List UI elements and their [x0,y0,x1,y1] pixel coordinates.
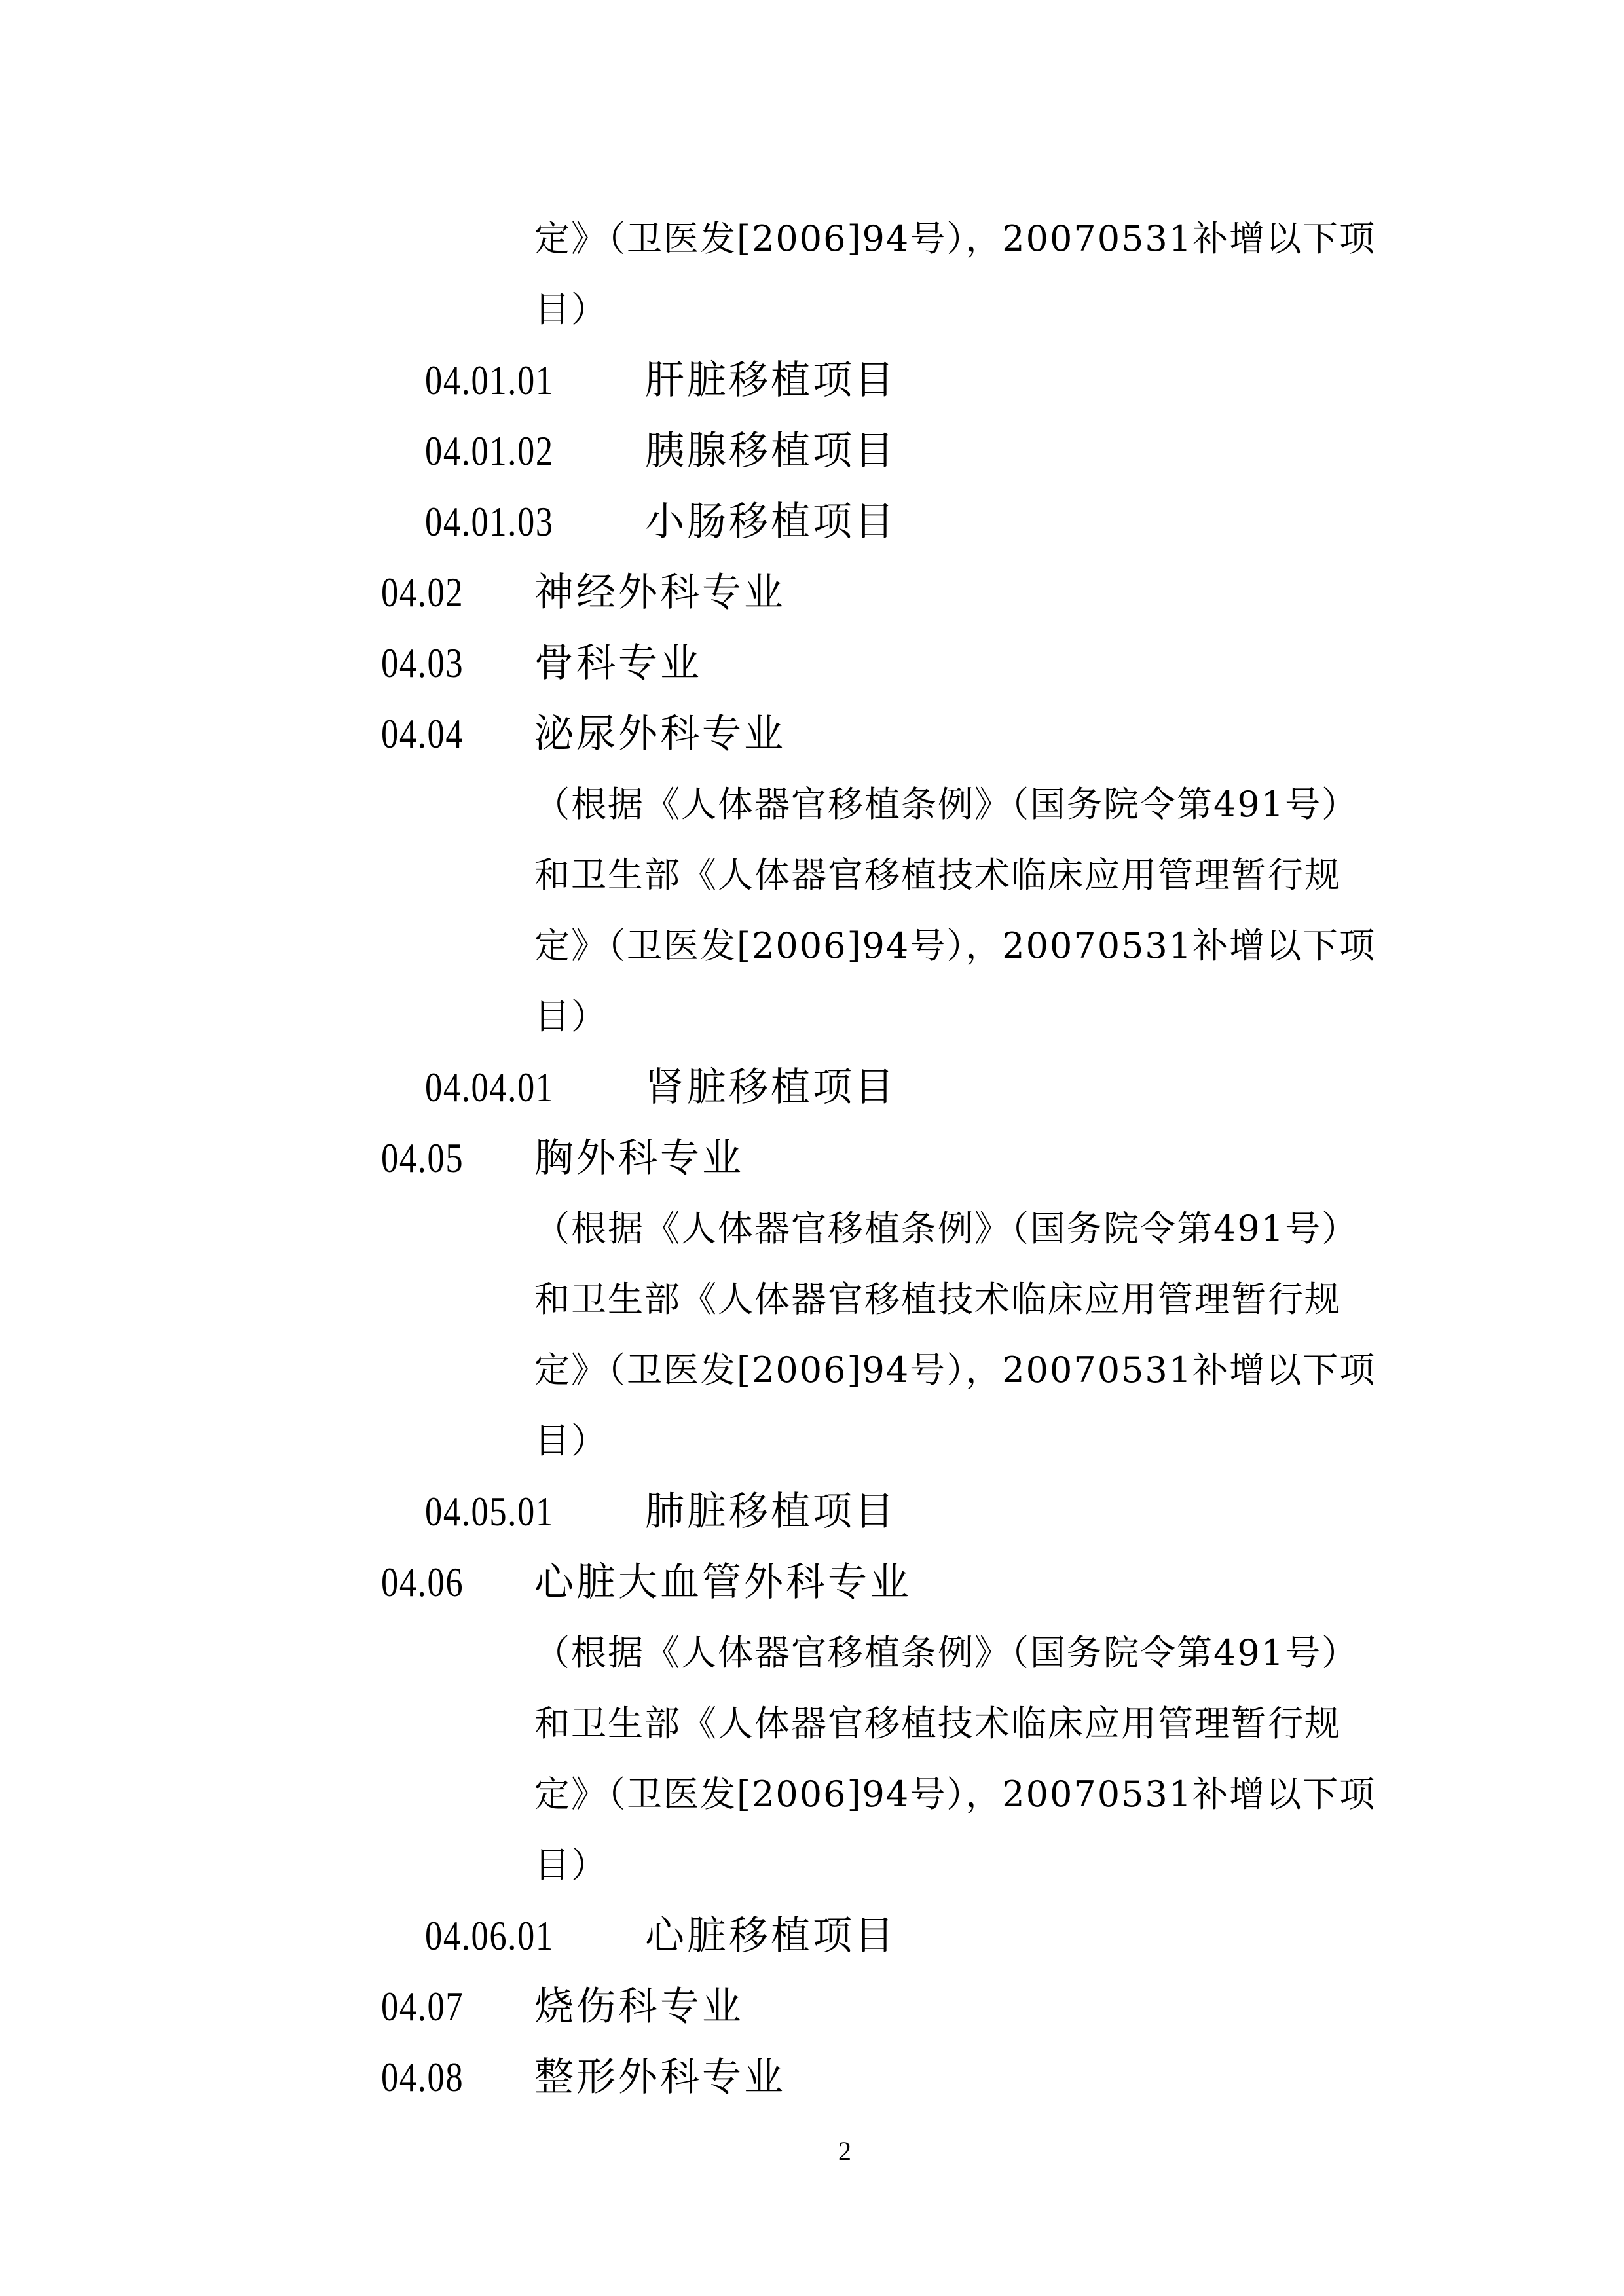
item-label: 整形外科专业 [534,2054,786,2100]
item-label: 小肠移植项目 [645,499,896,545]
item-code: 04.01.03 [425,498,554,545]
list-item-level3 [425,1901,1473,1971]
item-label: 骨科专业 [534,640,702,686]
note-line: 和卫生部《人体器官移植技术临床应用管理暂行规 [534,1703,1341,1744]
list-item-level2 [381,1971,1494,2042]
item-label: 胰腺移植项目 [645,428,896,474]
item-code: 04.06.01 [425,1912,554,1959]
item-label: 胸外科专业 [534,1135,744,1181]
note-line: （根据《人体器官移植条例》（国务院令第491号） [534,784,1359,825]
list-item-level2 [381,628,1494,699]
item-code: 04.07 [381,1983,464,2030]
list-item-level3 [425,345,1473,416]
item-label: 肝脏移植项目 [645,357,896,403]
list-item-level3 [425,416,1473,486]
note-line: 目） [534,1844,608,1886]
note-line: （根据《人体器官移植条例》（国务院令第491号） [534,1208,1359,1249]
list-item-level2 [381,557,1494,628]
note-line: 定》（卫医发[2006]94号），20070531补增以下项 [534,1774,1376,1815]
item-label: 泌尿外科专业 [534,711,786,757]
note-line: 目） [534,289,608,330]
note-line: （根据《人体器官移植条例》（国务院令第491号） [534,1632,1359,1673]
item-code: 04.08 [381,2054,464,2100]
list-item-level3 [425,486,1473,557]
item-code: 04.04 [381,710,464,757]
list-item-level2 [381,2042,1494,2113]
note-line: 和卫生部《人体器官移植技术临床应用管理暂行规 [534,1279,1341,1320]
item-label: 烧伤科专业 [534,1984,744,2030]
note-line: 定》（卫医发[2006]94号），20070531补增以下项 [534,925,1376,966]
item-label: 神经外科专业 [534,570,786,615]
item-code: 04.06 [381,1559,464,1605]
item-code: 04.05.01 [425,1488,554,1535]
list-item-level2 [381,1547,1494,1618]
note-line: 定》（卫医发[2006]94号），20070531补增以下项 [534,1349,1376,1391]
list-item-level3 [425,1052,1473,1123]
item-label: 肺脏移植项目 [645,1489,896,1535]
item-label: 心脏大血管外科专业 [534,1559,912,1605]
item-code: 04.04.01 [425,1064,554,1110]
item-code: 04.03 [381,640,464,686]
note-line: 和卫生部《人体器官移植技术临床应用管理暂行规 [534,854,1341,896]
item-code: 04.05 [381,1135,464,1181]
list-item-level3 [425,1476,1473,1547]
item-code: 04.01.02 [425,428,554,474]
note-line: 定》（卫医发[2006]94号），20070531补增以下项 [534,218,1376,259]
note-line: 目） [534,1420,608,1461]
item-code: 04.02 [381,569,464,615]
page-number: 2 [838,2136,851,2166]
list-item-level2 [381,1123,1494,1194]
item-label: 肾脏移植项目 [645,1065,896,1110]
item-label: 心脏移植项目 [645,1913,896,1959]
list-item-level2 [381,699,1494,769]
note-line: 目） [534,996,608,1037]
item-code: 04.01.01 [425,357,554,403]
